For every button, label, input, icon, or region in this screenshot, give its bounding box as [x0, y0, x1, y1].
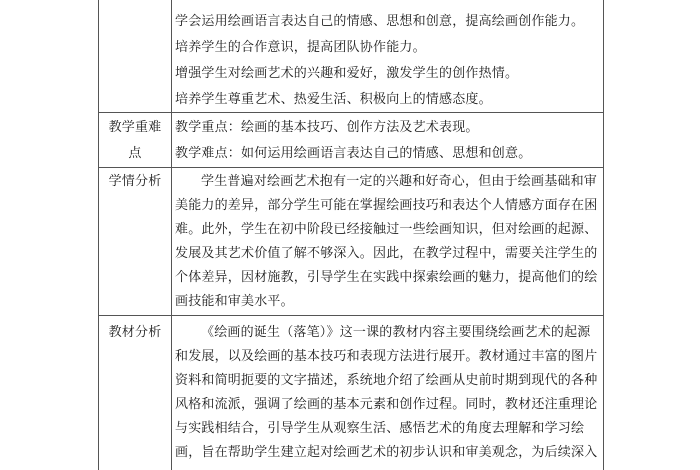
row-divider	[98, 315, 604, 316]
paragraph-line: 与实践相结合，引导学生从观察生活、感悟艺术的角度去理解和学习绘	[175, 421, 585, 436]
row-label-key-points: 点	[128, 146, 142, 161]
paragraph-line: 和发展，以及绘画的基本技巧和表现方法进行展开。教材通过丰富的图片	[175, 349, 598, 364]
table-border-right	[603, 0, 604, 470]
paragraph-line: 资料和简明扼要的文字描述，系统地介绍了绘画从史前时期到现代的各种	[175, 373, 598, 388]
paragraph-line: 难。此外，学生在初中阶段已经接触过一些绘画知识，但对绘画的起源、	[175, 222, 598, 237]
paragraph-line: 发展及其艺术价值了解不够深入。因此，在教学过程中，需要关注学生的	[175, 246, 598, 261]
table-column-divider	[171, 0, 172, 470]
paragraph-line: 画技能和审美水平。	[175, 294, 294, 309]
objective-line: 培养学生尊重艺术、热爱生活、积极向上的情感态度。	[175, 92, 492, 107]
difficult-point-line: 教学难点：如何运用绘画语言表达自己的情感、思想和创意。	[175, 146, 532, 161]
paragraph-line: 风格和流派，强调了绘画的基本元素和创作过程。同时，教材还注重理论	[175, 397, 598, 412]
row-label-key-points: 教学重难	[108, 120, 162, 135]
row-label-textbook-analysis: 教材分析	[108, 325, 162, 340]
paragraph-line: 学生普遍对绘画艺术抱有一定的兴趣和好奇心，但由于绘画基础和审	[201, 174, 598, 189]
row-divider	[98, 167, 604, 168]
paragraph-line: 美能力的差异，部分学生可能在掌握绘画技巧和表达个人情感方面存在困	[175, 198, 598, 213]
objective-line: 增强学生对绘画艺术的兴趣和爱好，激发学生的创作热情。	[175, 66, 519, 81]
row-label-student-analysis: 学情分析	[108, 174, 162, 189]
row-divider	[98, 112, 604, 113]
paragraph-line: 《绘画的诞生（落笔）》这一课的教材内容主要围绕绘画艺术的起源	[201, 325, 591, 340]
objective-line: 培养学生的合作意识，提高团队协作能力。	[175, 40, 426, 55]
paragraph-line: 画，旨在帮助学生建立起对绘画艺术的初步认识和审美观念，为后续深入	[175, 445, 598, 460]
key-point-line: 教学重点：绘画的基本技巧、创作方法及艺术表现。	[175, 120, 479, 135]
objective-line: 学会运用绘画语言表达自己的情感、思想和创意，提高绘画创作能力。	[175, 14, 585, 29]
table-border-left	[98, 0, 99, 470]
paragraph-line: 个体差异，因材施教，引导学生在实践中探索绘画的魅力，提高他们的绘	[175, 270, 598, 285]
